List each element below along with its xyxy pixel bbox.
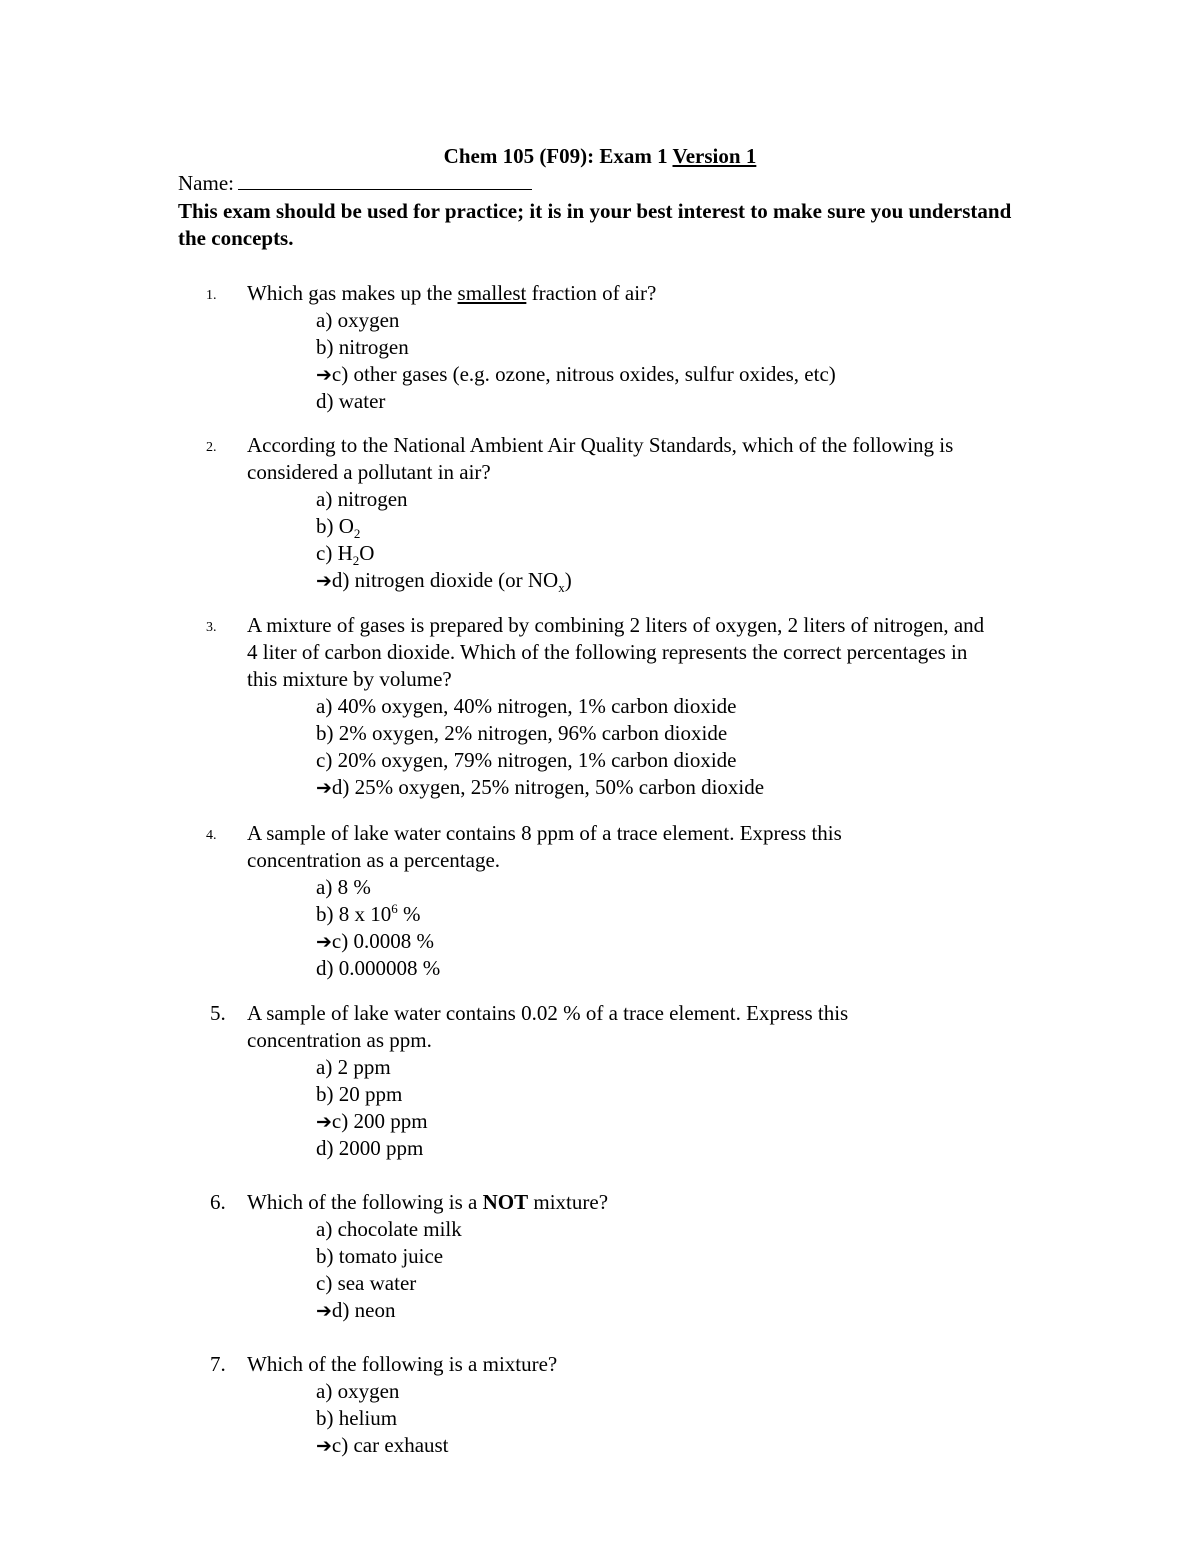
answer-option — [316, 486, 572, 513]
answer-option — [316, 720, 764, 747]
answer-option-correct — [316, 567, 572, 594]
answer-option — [316, 955, 440, 982]
option-text: b) 8 x 10 — [316, 902, 392, 926]
arrow-icon: ➔ — [316, 570, 332, 592]
option-text: c) H — [316, 541, 353, 565]
answer-options — [316, 1216, 462, 1324]
practice-note: This exam should be used for practice; it is in your best interest to make sure you understand the concepts. — [178, 199, 1012, 250]
answer-options — [316, 1054, 428, 1162]
arrow-icon: ➔ — [316, 364, 332, 386]
option-text: ) — [564, 568, 572, 592]
subscript: 2 — [353, 526, 361, 542]
question-stem: A mixture of gases is prepared by combining 2 liters of oxygen, 2 liters of nitrogen, and 4 liter of carbon dioxide. Which of the following represents the correct percentages in this mixture by volume? — [247, 613, 985, 691]
arrow-icon: ➔ — [316, 1111, 332, 1133]
option-text: c) other gases (e.g. ozone, nitrous oxides, sulfur oxides, etc) — [331, 362, 836, 386]
exam-version: Version 1 — [672, 144, 757, 168]
option-text: a) oxygen — [316, 1379, 400, 1403]
question-number: 5. — [210, 1001, 226, 1025]
option-text: b) O — [316, 514, 354, 538]
stem-text: mixture? — [528, 1190, 609, 1214]
answer-options — [316, 874, 440, 982]
arrow-icon: ➔ — [316, 931, 332, 953]
option-text: d) neon — [331, 1298, 396, 1322]
option-text: d) water — [316, 389, 386, 413]
answer-option — [316, 901, 440, 928]
option-text: O — [359, 541, 375, 565]
option-text: b) nitrogen — [316, 335, 409, 359]
question-number: 4. — [206, 828, 217, 843]
name-blank-line[interactable] — [238, 171, 532, 190]
question-stem: A sample of lake water contains 8 ppm of a trace element. Express this concentration as a percentage. — [247, 821, 842, 872]
stem-text: fraction of air? — [526, 281, 657, 305]
option-text: b) 2% oxygen, 2% nitrogen, 96% carbon dioxide — [316, 721, 728, 745]
answer-options — [316, 486, 572, 594]
answer-option — [316, 693, 764, 720]
question-number: 2. — [206, 440, 217, 455]
answer-option — [316, 1405, 449, 1432]
question-stem: According to the National Ambient Air Quality Standards, which of the following is considered a pollutant in air? — [247, 433, 954, 484]
answer-option-correct — [316, 774, 764, 801]
option-text: a) 8 % — [316, 875, 371, 899]
answer-option — [316, 334, 836, 361]
stem-text: Which of the following is a — [247, 1190, 483, 1214]
answer-option — [316, 874, 440, 901]
option-text: c) car exhaust — [331, 1433, 449, 1457]
answer-option-correct — [316, 928, 440, 955]
option-text: d) nitrogen dioxide (or NO — [331, 568, 559, 592]
option-text: d) 2000 ppm — [316, 1136, 424, 1160]
question-stem — [247, 1189, 1037, 1216]
option-text: b) tomato juice — [316, 1244, 444, 1268]
name-label: Name: — [178, 171, 234, 195]
answer-options — [316, 1378, 449, 1459]
stem-text: Which gas makes up the — [247, 281, 458, 305]
answer-option — [316, 747, 764, 774]
option-text: c) 0.0008 % — [331, 929, 434, 953]
answer-option — [316, 1243, 462, 1270]
answer-option — [316, 307, 836, 334]
answer-option — [316, 388, 836, 415]
option-text: a) 2 ppm — [316, 1055, 391, 1079]
exam-title-main: Chem 105 (F09): Exam 1 — [443, 144, 673, 168]
option-text: b) 20 ppm — [316, 1082, 403, 1106]
subscript: x — [558, 580, 565, 596]
answer-options — [316, 307, 836, 415]
question-stem — [247, 280, 1037, 307]
superscript: 6 — [391, 901, 398, 916]
answer-option-correct — [316, 361, 836, 388]
answer-option — [316, 1054, 428, 1081]
question-number: 7. — [210, 1352, 226, 1376]
stem-underlined: smallest — [457, 281, 527, 305]
option-text: c) 200 ppm — [331, 1109, 428, 1133]
option-text: c) sea water — [316, 1271, 417, 1295]
arrow-icon: ➔ — [316, 1300, 332, 1322]
answer-option — [316, 1378, 449, 1405]
subscript: 2 — [352, 553, 360, 569]
stem-bold: NOT — [482, 1190, 529, 1214]
option-text: a) chocolate milk — [316, 1217, 462, 1241]
option-text: a) nitrogen — [316, 487, 408, 511]
option-text: c) 20% oxygen, 79% nitrogen, 1% carbon dioxide — [316, 748, 737, 772]
answer-options — [316, 693, 764, 801]
answer-option-correct — [316, 1297, 462, 1324]
answer-option — [316, 1270, 462, 1297]
exam-title — [0, 143, 1200, 170]
answer-option — [316, 513, 572, 540]
option-text: d) 0.000008 % — [316, 956, 441, 980]
answer-option-correct — [316, 1432, 449, 1459]
answer-option — [316, 1081, 428, 1108]
question-number: 3. — [206, 620, 217, 635]
question-stem: A sample of lake water contains 0.02 % of a trace element. Express this concentration as ppm. — [247, 1001, 849, 1052]
option-text: % — [397, 902, 421, 926]
answer-option — [316, 1216, 462, 1243]
answer-option — [316, 1135, 428, 1162]
option-text: d) 25% oxygen, 25% nitrogen, 50% carbon dioxide — [331, 775, 765, 799]
option-text: a) oxygen — [316, 308, 400, 332]
question-number: 6. — [210, 1190, 226, 1214]
arrow-icon: ➔ — [316, 1435, 332, 1457]
answer-option-correct — [316, 1108, 428, 1135]
option-text: b) helium — [316, 1406, 398, 1430]
option-text: a) 40% oxygen, 40% nitrogen, 1% carbon dioxide — [316, 694, 737, 718]
answer-option — [316, 540, 572, 567]
question-number: 1. — [206, 288, 217, 303]
name-field-row — [178, 170, 532, 197]
arrow-icon: ➔ — [316, 777, 332, 799]
question-stem: Which of the following is a mixture? — [247, 1352, 558, 1376]
